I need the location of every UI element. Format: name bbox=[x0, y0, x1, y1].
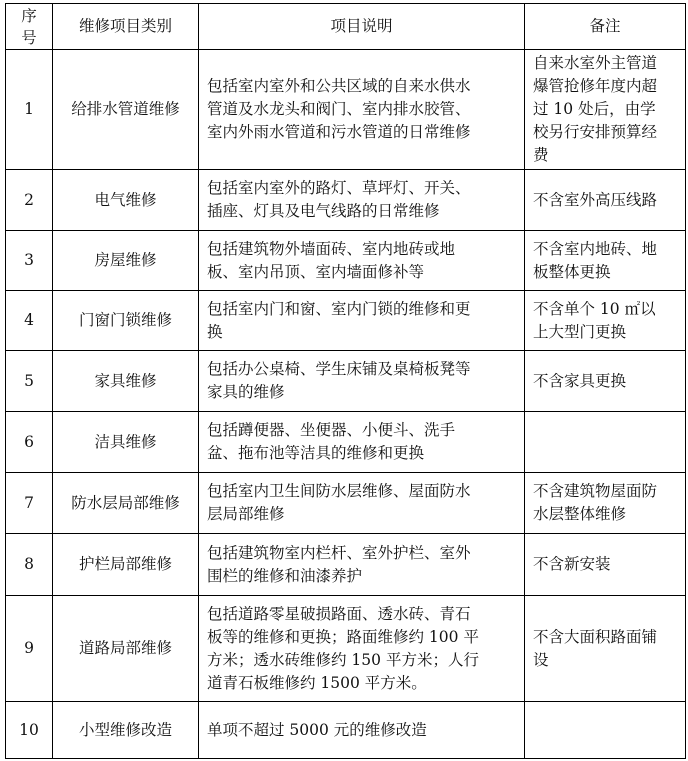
header-no-line1: 序 bbox=[21, 6, 37, 25]
desc-line: 围栏的维修和油漆养护 bbox=[207, 566, 363, 585]
row-description bbox=[199, 231, 525, 291]
desc-line: 包括室内门和窗、室内门锁的维修和更 bbox=[207, 299, 471, 318]
row-note bbox=[525, 534, 686, 596]
desc-line: 换 bbox=[207, 322, 223, 341]
note-line: 不含建筑物屋面防 bbox=[533, 482, 658, 500]
note-line: 上大型门更换 bbox=[533, 322, 627, 341]
row-note bbox=[525, 291, 686, 351]
row-note bbox=[525, 231, 686, 291]
row-category: 道路局部维修 bbox=[53, 596, 199, 702]
row-category: 门窗门锁维修 bbox=[53, 291, 199, 351]
note-line: 水层整体维修 bbox=[533, 505, 627, 523]
desc-line: 包括道路零星破损路面、透水砖、青石 bbox=[207, 604, 471, 623]
row-description bbox=[199, 170, 525, 231]
desc-line: 方米；透水砖维修约 150 平方米；人行 bbox=[207, 650, 479, 669]
desc-line: 包括室内室外的路灯、草坪灯、开关、 bbox=[207, 179, 471, 197]
row-description bbox=[199, 596, 525, 702]
desc-line: 板等的维修和更换；路面维修约 100 平 bbox=[207, 627, 479, 646]
row-description bbox=[199, 351, 525, 412]
row-category: 护栏局部维修 bbox=[53, 534, 199, 596]
note-line: 不含单个 10 ㎡以 bbox=[533, 299, 656, 318]
table-row bbox=[6, 534, 686, 596]
row-note bbox=[525, 473, 686, 534]
row-category: 房屋维修 bbox=[53, 231, 199, 291]
row-no: 10 bbox=[6, 702, 53, 759]
header-no-line2: 号 bbox=[21, 28, 37, 47]
row-no: 8 bbox=[6, 534, 53, 596]
row-category: 防水层局部维修 bbox=[53, 473, 199, 534]
row-no: 3 bbox=[6, 231, 53, 291]
row-note bbox=[525, 351, 686, 412]
note-line: 不含大面积路面铺 bbox=[533, 627, 658, 646]
table-row bbox=[6, 702, 686, 759]
row-description bbox=[199, 534, 525, 596]
table-row bbox=[6, 351, 686, 412]
row-note bbox=[525, 50, 686, 170]
header-note: 备注 bbox=[525, 4, 686, 50]
row-note bbox=[525, 596, 686, 702]
row-note bbox=[525, 170, 686, 231]
header-category: 维修项目类别 bbox=[53, 4, 199, 50]
desc-line: 包括办公桌椅、学生床铺及桌椅板凳等 bbox=[207, 360, 471, 378]
note-line: 不含新安装 bbox=[533, 555, 611, 573]
note-line: 校另行安排预算经 bbox=[533, 123, 658, 141]
table-row bbox=[6, 50, 686, 170]
row-category: 给排水管道维修 bbox=[53, 50, 199, 170]
note-line: 板整体更换 bbox=[533, 262, 611, 281]
note-line: 不含家具更换 bbox=[533, 371, 627, 390]
table-row bbox=[6, 170, 686, 231]
desc-line: 管道及水龙头和阀门、室内排水胶管、 bbox=[207, 100, 471, 118]
row-description bbox=[199, 702, 525, 759]
desc-line: 包括建筑物室内栏杆、室外护栏、室外 bbox=[207, 543, 471, 562]
row-no: 2 bbox=[6, 170, 53, 231]
table-row bbox=[6, 231, 686, 291]
note-line: 不含室内地砖、地 bbox=[533, 239, 658, 258]
desc-line: 包括室内室外和公共区域的自来水供水 bbox=[207, 77, 471, 95]
desc-line: 室内外雨水管道和污水管道的日常维修 bbox=[207, 123, 471, 141]
row-no: 1 bbox=[6, 50, 53, 170]
table-header-row bbox=[6, 4, 686, 50]
row-note bbox=[525, 702, 686, 759]
row-no: 7 bbox=[6, 473, 53, 534]
note-line: 自来水室外主管道 bbox=[533, 54, 658, 72]
row-description bbox=[199, 412, 525, 473]
table-row bbox=[6, 412, 686, 473]
desc-line: 盆、拖布池等洁具的维修和更换 bbox=[207, 444, 425, 462]
desc-line: 包括室内卫生间防水层维修、屋面防水 bbox=[207, 482, 471, 500]
row-description bbox=[199, 473, 525, 534]
row-category: 洁具维修 bbox=[53, 412, 199, 473]
note-line: 设 bbox=[533, 650, 549, 669]
row-category: 小型维修改造 bbox=[53, 702, 199, 759]
desc-line: 家具的维修 bbox=[207, 383, 285, 401]
row-category: 电气维修 bbox=[53, 170, 199, 231]
desc-line: 包括蹲便器、坐便器、小便斗、洗手 bbox=[207, 421, 456, 439]
table-row bbox=[6, 596, 686, 702]
note-line: 爆管抢修年度内超 bbox=[533, 77, 658, 95]
desc-line: 板、室内吊顶、室内墙面修补等 bbox=[207, 262, 425, 281]
row-description bbox=[199, 50, 525, 170]
row-no: 5 bbox=[6, 351, 53, 412]
desc-line: 层局部维修 bbox=[207, 505, 285, 523]
table-row bbox=[6, 473, 686, 534]
row-note bbox=[525, 412, 686, 473]
row-no: 9 bbox=[6, 596, 53, 702]
desc-line: 包括建筑物外墙面砖、室内地砖或地 bbox=[207, 239, 456, 258]
row-no: 6 bbox=[6, 412, 53, 473]
row-no: 4 bbox=[6, 291, 53, 351]
header-description: 项目说明 bbox=[199, 4, 525, 50]
desc-line: 插座、灯具及电气线路的日常维修 bbox=[207, 202, 440, 220]
table-row bbox=[6, 291, 686, 351]
note-line: 过 10 处后，由学 bbox=[533, 100, 656, 118]
maintenance-items-table bbox=[5, 3, 686, 759]
desc-line: 道青石板维修约 1500 平方米。 bbox=[207, 673, 427, 692]
header-no bbox=[6, 4, 53, 50]
desc-line: 单项不超过 5000 元的维修改造 bbox=[207, 720, 427, 739]
note-line: 不含室外高压线路 bbox=[533, 190, 658, 209]
row-description bbox=[199, 291, 525, 351]
row-category: 家具维修 bbox=[53, 351, 199, 412]
note-line: 费 bbox=[533, 146, 549, 164]
